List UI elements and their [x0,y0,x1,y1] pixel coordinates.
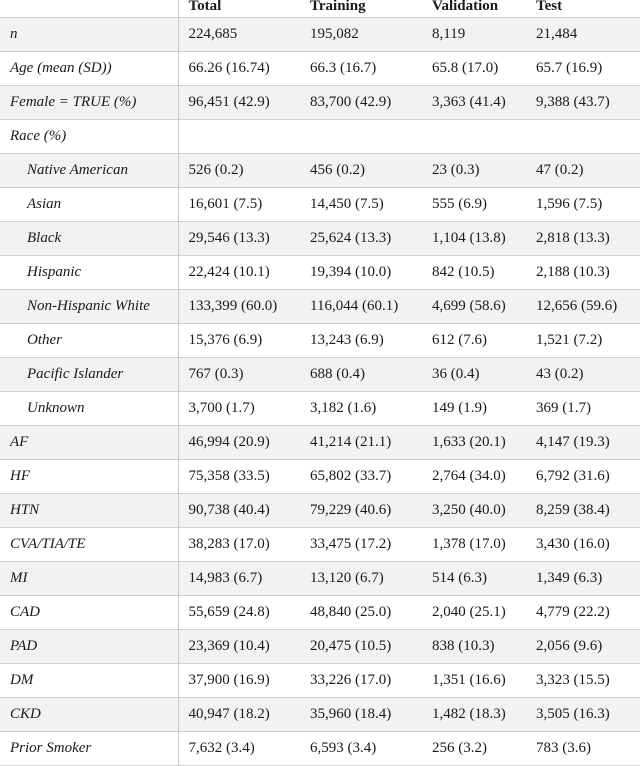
table-row [0,426,640,460]
cell-test: 12,656 (59.6) [526,290,640,324]
cell-test: 8,259 (38.4) [526,494,640,528]
cell-total: 46,994 (20.9) [178,426,300,460]
cell-test: 3,505 (16.3) [526,698,640,732]
cell-validation: 2,040 (25.1) [432,604,506,620]
cell-training: 79,229 (40.6) [300,494,422,528]
cell-training: 13,120 (6.7) [300,562,422,596]
cell-validation [422,120,526,154]
row-label: MI [0,562,178,596]
cell-total: 224,685 [178,18,300,52]
cell-validation: 612 (7.6) [432,332,487,348]
cell-total: 14,983 (6.7) [178,562,300,596]
row-label: Native American [0,154,178,188]
table-row [0,528,640,562]
cell-total: 3,700 (1.7) [188,400,255,416]
cell-training: 6,593 (3.4) [310,740,377,756]
cell-validation: 1,104 (13.8) [422,222,526,256]
table-row [0,596,640,630]
row-label: Asian [0,188,178,222]
row-label: Female = TRUE (%) [0,86,178,120]
row-label: Hispanic [0,256,178,290]
cell-test: 3,323 (15.5) [536,672,610,688]
row-label: DM [0,664,178,698]
cell-total: 133,399 (60.0) [178,290,300,324]
cell-training: 66.3 (16.7) [310,60,377,76]
cell-training: 13,243 (6.9) [310,332,384,348]
table-row [0,630,640,664]
table-row [0,460,640,494]
row-label: Black [0,222,178,256]
cell-training: 195,082 [300,18,422,52]
cell-validation: 1,378 (17.0) [432,536,506,552]
cell-test: 9,388 (43.7) [526,86,640,120]
table-row [0,188,640,222]
cell-test: 1,349 (6.3) [526,562,640,596]
table-row [0,120,640,154]
cell-total [178,120,300,154]
cell-total: 75,358 (33.5) [188,468,270,484]
cell-training: 20,475 (10.5) [300,630,422,664]
cell-test: 43 (0.2) [526,358,640,392]
cell-total: 90,738 (40.4) [178,494,300,528]
row-label: HTN [0,494,178,528]
cell-validation: 256 (3.2) [432,740,487,756]
row-label: AF [0,426,178,460]
table-row [0,222,640,256]
cell-validation: 514 (6.3) [422,562,526,596]
cell-training: 33,475 (17.2) [310,536,392,552]
table-row [0,698,640,732]
table-row [0,664,640,698]
table-row [0,256,640,290]
cell-total: 55,659 (24.8) [188,604,270,620]
cell-test: 369 (1.7) [536,400,591,416]
table-row [0,392,640,426]
cell-training [300,120,422,154]
cell-test: 21,484 [526,18,640,52]
cell-test: 2,056 (9.6) [526,630,640,664]
cell-validation: 1,351 (16.6) [432,672,506,688]
cell-test: 65.7 (16.9) [536,60,603,76]
cell-validation: 36 (0.4) [422,358,526,392]
cell-validation: 23 (0.3) [422,154,526,188]
table-row [0,494,640,528]
row-label: Pacific Islander [0,358,178,392]
cell-total: 767 (0.3) [178,358,300,392]
table-row [0,324,640,358]
cell-training: 19,394 (10.0) [310,264,392,280]
cell-validation: 1,633 (20.1) [422,426,526,460]
cell-total: 96,451 (42.9) [178,86,300,120]
cell-validation: 555 (6.9) [432,196,487,212]
cell-training: 33,226 (17.0) [310,672,392,688]
cell-total: 29,546 (13.3) [178,222,300,256]
cell-total: 23,369 (10.4) [178,630,300,664]
cell-validation: 65.8 (17.0) [432,60,499,76]
row-label: n [0,18,178,52]
row-label: CKD [0,698,178,732]
cell-validation: 3,363 (41.4) [422,86,526,120]
cell-test: 783 (3.6) [536,740,591,756]
row-label: Prior Smoker [0,732,178,766]
cell-training: 65,802 (33.7) [310,468,392,484]
table-row [0,18,640,52]
header-validation: Validation [422,0,526,18]
cell-total: 37,900 (16.9) [188,672,270,688]
cell-test: 47 (0.2) [526,154,640,188]
row-label: Other [0,324,178,358]
cell-training: 25,624 (13.3) [300,222,422,256]
table-row [0,358,640,392]
table-row [0,154,640,188]
cell-total: 526 (0.2) [178,154,300,188]
row-label: Age (mean (SD)) [0,52,178,86]
row-label: PAD [0,630,178,664]
table-body [0,18,640,766]
cell-test: 6,792 (31.6) [536,468,610,484]
table-row [0,86,640,120]
cell-validation: 8,119 [422,18,526,52]
cell-test: 4,779 (22.2) [536,604,610,620]
cell-validation: 149 (1.9) [432,400,487,416]
cell-total: 7,632 (3.4) [188,740,255,756]
cell-training: 688 (0.4) [300,358,422,392]
cell-test: 2,188 (10.3) [536,264,610,280]
header-test: Test [526,0,640,18]
cell-validation: 4,699 (58.6) [422,290,526,324]
cell-training: 456 (0.2) [300,154,422,188]
cell-validation: 3,250 (40.0) [422,494,526,528]
cell-validation: 838 (10.3) [422,630,526,664]
cell-training: 35,960 (18.4) [300,698,422,732]
cell-total: 15,376 (6.9) [188,332,263,348]
header-row [0,0,640,18]
cell-test [526,120,640,154]
cell-training: 83,700 (42.9) [300,86,422,120]
row-label: Non-Hispanic White [0,290,178,324]
cell-validation: 2,764 (34.0) [432,468,506,484]
cell-training: 3,182 (1.6) [310,400,377,416]
cell-total: 38,283 (17.0) [188,536,270,552]
cell-total: 22,424 (10.1) [188,264,270,280]
row-label: Race (%) [0,120,178,154]
cell-total: 40,947 (18.2) [178,698,300,732]
row-label: Unknown [0,392,178,426]
cell-test: 4,147 (19.3) [526,426,640,460]
header-total: Total [178,0,300,18]
cell-test: 3,430 (16.0) [536,536,610,552]
cell-training: 116,044 (60.1) [300,290,422,324]
cell-test: 1,596 (7.5) [536,196,603,212]
cell-total: 16,601 (7.5) [188,196,263,212]
cell-training: 41,214 (21.1) [300,426,422,460]
table-row [0,52,640,86]
cell-validation: 1,482 (18.3) [422,698,526,732]
cell-test: 2,818 (13.3) [526,222,640,256]
header-label-column [0,0,178,18]
cell-training: 48,840 (25.0) [310,604,392,620]
cell-validation: 842 (10.5) [432,264,495,280]
cell-total: 66.26 (16.74) [188,60,270,76]
row-label: HF [0,460,178,494]
cell-test: 1,521 (7.2) [536,332,603,348]
row-label: CVA/TIA/TE [0,528,178,562]
row-label: CAD [0,596,178,630]
table-row [0,290,640,324]
table-row [0,562,640,596]
header-training: Training [300,0,422,18]
cell-training: 14,450 (7.5) [310,196,384,212]
table-row [0,732,640,766]
